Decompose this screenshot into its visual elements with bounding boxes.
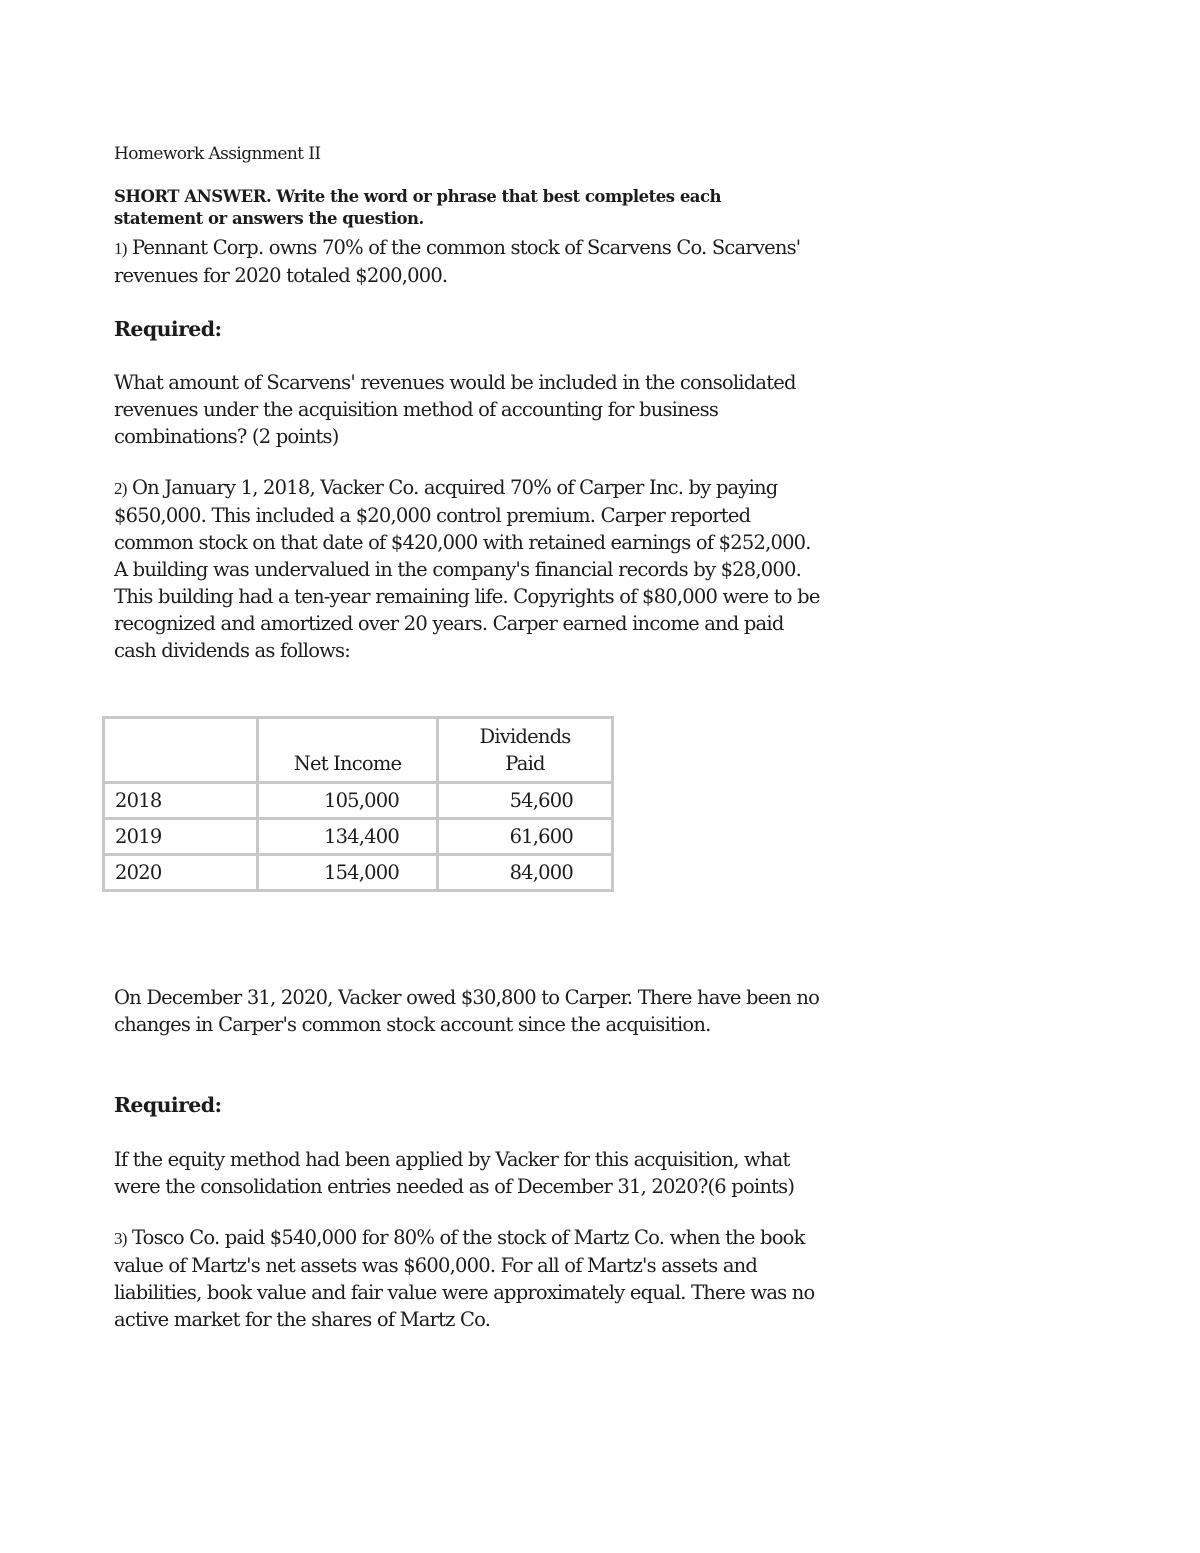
question-2-text	[114, 474, 824, 664]
table-header-row	[104, 718, 613, 783]
table-cell-year: 2020	[104, 855, 258, 891]
instructions-text: SHORT ANSWER. Write the word or phrase that best completes each statement or answers the question.	[114, 187, 722, 228]
question-3-body: Tosco Co. paid $540,000 for 80% of the stock of Martz Co. when the book value of Martz's net assets was $600,000. For all of Martz's assets and liabilities, book value and fair value were approximately equal. There was no active market for the shares of Martz Co.	[114, 1226, 815, 1331]
table-header-cell-dividends-paid: Dividends Paid	[438, 718, 613, 783]
question-2-followup: On December 31, 2020, Vacker owed $30,800 to Carper. There have been no changes in Carper's common stock account since the acquisition.	[114, 986, 820, 1036]
question-3-number: 3)	[114, 1229, 127, 1248]
question-3-text	[114, 1224, 824, 1333]
table-row	[104, 783, 613, 819]
question-2-number: 2)	[114, 479, 127, 498]
table-header-cell-net-income: Net Income	[258, 718, 438, 783]
question-2-prompt: If the equity method had been applied by Vacker for this acquisition, what were the consolidation entries needed as of December 31, 2020?(6 points)	[114, 1148, 795, 1198]
table-cell-year: 2019	[104, 819, 258, 855]
question-2-body: On January 1, 2018, Vacker Co. acquired 70% of Carper Inc. by paying $650,000. This included a $20,000 control premium. Carper reported common stock on that date of $420,000 with retained earnings of $252,000. A building was undervalued in the company's financial records by $28,000. This building had a ten-year remaining life. Copyrights of $80,000 were to be recognized and amortized over 20 years. Carper earned income and paid cash dividends as follows:	[114, 476, 820, 662]
table-cell-dividends: 84,000	[438, 855, 613, 891]
table-row	[104, 819, 613, 855]
question-1-text	[114, 234, 824, 289]
table-cell-dividends: 54,600	[438, 783, 613, 819]
question-2-required-label: Required:	[114, 1093, 222, 1117]
table-header-cell-blank	[104, 718, 258, 783]
question-1-prompt: What amount of Scarvens' revenues would be included in the consolidated revenues under the acquisition method of accounting for business combinations? (2 points)	[114, 371, 796, 448]
table-cell-net-income: 134,400	[258, 819, 438, 855]
question-1-required-label: Required:	[114, 317, 222, 341]
table-cell-net-income: 105,000	[258, 783, 438, 819]
table-row	[104, 855, 613, 891]
question-1-number: 1)	[114, 239, 127, 258]
table-cell-year: 2018	[104, 783, 258, 819]
question-1-body: Pennant Corp. owns 70% of the common stock of Scarvens Co. Scarvens' revenues for 2020 totaled $200,000.	[114, 236, 801, 287]
table-cell-dividends: 61,600	[438, 819, 613, 855]
income-dividends-table	[102, 716, 614, 892]
table-cell-net-income: 154,000	[258, 855, 438, 891]
document-title: Homework Assignment II	[114, 144, 321, 164]
